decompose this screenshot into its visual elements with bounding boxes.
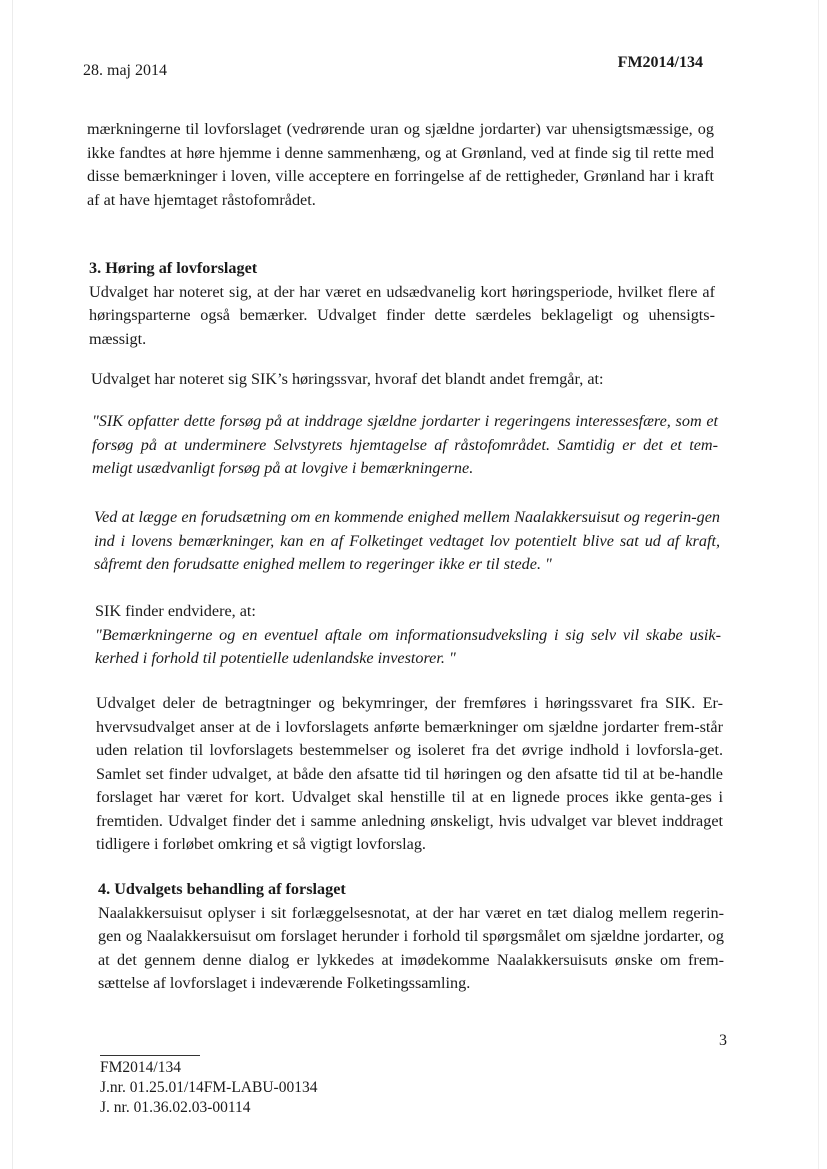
section-3-sik-block xyxy=(95,600,721,671)
footer xyxy=(100,1058,317,1118)
section-3-block xyxy=(89,257,715,351)
section-3-paragraph-4: Udvalget deler de betragtninger og bekymringer, der fremføres i høringssvaret fra SIK. Er-hvervsudvalget anser at de i lovforslagets anførte bemærkninger om sjældne jordarter frem-står uden relation til lovforslagets bestemmelser og isoleret fra det øvrige indhold i lovforsla-get. Samlet set finder udvalget, at både den afsatte tid til høringen og den afsatte tid til at be-handle forslaget har været for kort. Udvalget skal henstille til at en lignede proces ikke genta-ges i fremtiden. Udvalget finder det i samme anledning ønskeligt, hvis udvalget var blevet inddraget tidligere i forløbet omkring et så vigtigt lovforslag. xyxy=(96,694,723,853)
section-3-paragraph-4-block xyxy=(96,692,723,857)
footer-line-1: FM2014/134 xyxy=(100,1059,181,1076)
section-3-paragraph-3: SIK finder endvidere, at: xyxy=(95,602,256,620)
quote-1-block xyxy=(92,410,718,481)
scan-edge-left xyxy=(12,0,13,1169)
intro-paragraph-block xyxy=(87,118,714,212)
section-4-paragraph-1: Naalakkersuisut oplyser i sit forlæggelsesnotat, at der har været en tæt dialog mellem regerin-gen og Naalakkersuisut om forslaget herunder i forhold til spørgsmålet om sjældne jordarter, og at det gennem denne dialog er lykkedes at imødekomme Naalakkersuisuts ønske om frem-sættelse af lovforslaget i indeværende Folketingssamling. xyxy=(98,903,724,992)
scan-edge-right xyxy=(818,0,819,1169)
header-date: 28. maj 2014 xyxy=(83,62,167,79)
quote-1: "SIK opfatter dette forsøg på at inddrage sjældne jordarter i regeringens interessesfære, som et forsøg på at underminere Selvstyrets hjemtagelse af råstofområdet. Samtidig er det et tem-meligt usædvanligt forsøg på at lovgive i bemærkningerne. xyxy=(92,412,718,477)
header-reference: FM2014/134 xyxy=(617,54,703,71)
page-number: 3 xyxy=(719,1032,727,1049)
section-3-paragraph-1: Udvalget har noteret sig, at der har været en udsædvanelig kort høringsperiode, hvilket flere af høringsparterne også bemærker. Udvalget finder dette særdeles beklageligt og uhensigts-mæssigt. xyxy=(89,282,715,348)
intro-paragraph: mærkningerne til lovforslaget (vedrørende uran og sjældne jordarter) var uhensigtsmæssige, og ikke fandtes at høre hjemme i denne sammenhæng, og at Grønland, ved at finde sig til rette med disse bemærkninger i loven, ville acceptere en forringelse af de rettigheder, Grønland har i kraft af at have hjemtaget råstofområdet. xyxy=(87,120,714,209)
footer-line-2: J.nr. 01.25.01/14FM-LABU-00134 xyxy=(100,1079,318,1096)
footer-divider xyxy=(100,1055,200,1056)
footer-line-3: J. nr. 01.36.02.03-00114 xyxy=(100,1099,251,1116)
section-3-title: 3. Høring af lovforslaget xyxy=(89,259,258,277)
section-4-block xyxy=(98,878,724,996)
quote-3: "Bemærkningerne og en eventuel aftale om informationsudveksling i sig selv vil skabe usik-kerhed i forhold til potentielle udenlandske investorer. " xyxy=(95,625,721,667)
section-3-paragraph-2: Udvalget har noteret sig SIK’s høringssvar, hvoraf det blandt andet fremgår, at: xyxy=(91,370,604,388)
quote-2-block xyxy=(94,506,720,577)
section-3-paragraph-2-block xyxy=(91,368,717,392)
quote-2: Ved at lægge en forudsætning om en kommende enighed mellem Naalakkersuisut og regerin-gen ind i lovens bemærkninger, kan en af Folketinget vedtaget lov potentielt blive sat ud af kraft, såfremt den forudsatte enighed mellem to regeringer ikke er til stede. " xyxy=(94,508,720,573)
section-4-title: 4. Udvalgets behandling af forslaget xyxy=(98,880,346,898)
